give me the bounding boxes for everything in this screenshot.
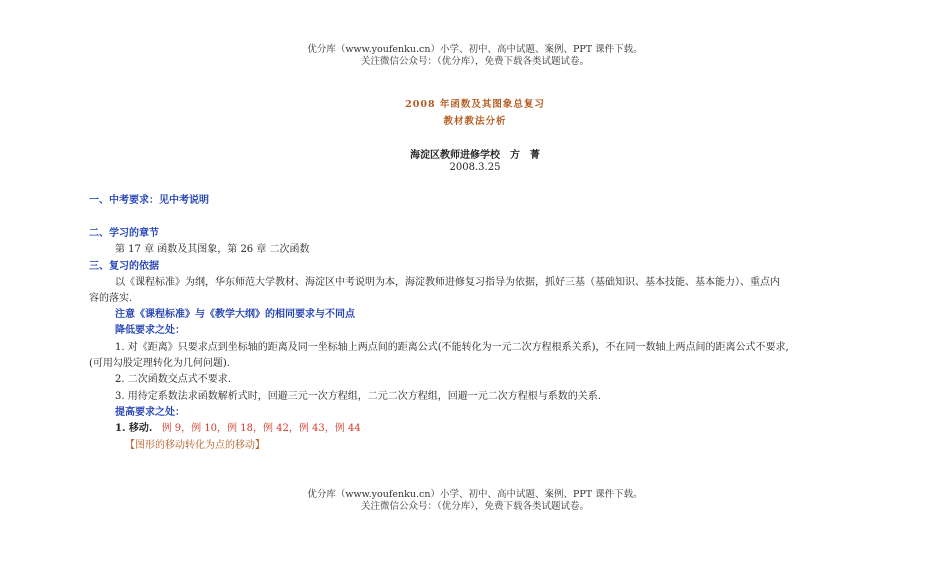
footer-line-1: 优分库（www.youfenku.cn）小学、初中、高中试题、案例、PPT 课件下载。 [307, 489, 643, 500]
lower-item-2: 2. 二次函数交点式不要求. [115, 374, 231, 385]
page-footer [0, 489, 950, 513]
header-line-2: 关注微信公众号：（优分库），免费下载各类试题试卷。 [360, 56, 589, 67]
author-line: 海淀区教师进修学校 方 菁 [410, 150, 540, 161]
section-3-heading: 三、复习的依据 [89, 261, 159, 272]
document-title: 2008 年函数及其图象总复习 [405, 99, 545, 110]
raise-requirements-heading: 提高要求之处： [115, 407, 185, 418]
footer-line-2: 关注微信公众号：（优分库），免费下载各类试题试卷。 [360, 501, 589, 512]
page-header [0, 44, 950, 68]
raise-item-1-examples: 例 9，例 10，例 18，例 42，例 43，例 44 [161, 423, 361, 434]
raise-item-1 [115, 422, 361, 436]
section-3-body-line-1: 以《课程标准》为纲，华东师范大学教材、海淀区中考说明为本，海淀教师进修复习指导为依据，抓好三基（基础知识、基本技能、基本能力）、重点内 [115, 277, 780, 288]
lower-item-1-line-2: (可用勾股定理转化为几何问题). [89, 358, 230, 369]
section-2-heading: 二、学习的章节 [89, 228, 159, 239]
date-line: 2008.3.25 [449, 162, 501, 173]
lower-item-3: 3. 用待定系数法求函数解析式时，回避三元一次方程组，二元二次方程组，回避一元二次方程根与系数的关系. [115, 391, 601, 402]
section-3-body-line-2: 容的落实. [89, 293, 133, 304]
document-subtitle: 教材教法分析 [443, 116, 507, 127]
section-2-body: 第 17 章 函数及其图象，第 26 章 二次函数 [115, 244, 310, 255]
header-line-1: 优分库（www.youfenku.cn）小学、初中、高中试题、案例、PPT 课件下载。 [307, 44, 643, 55]
notes-heading: 注意《课程标准》与《教学大纲》的相同要求与不同点 [115, 309, 355, 320]
raise-item-1-label: 1. 移动. [115, 423, 153, 434]
lower-item-1-line-1: 1. 对《距离》只要求点到坐标轴的距离及同一坐标轴上两点间的距离公式(不能转化为一元二次方程根系关系)，不在同一数轴上两点间的距离公式不要求, [115, 342, 789, 353]
section-1-heading: 一、中考要求：见中考说明 [89, 195, 209, 206]
lower-requirements-heading: 降低要求之处： [115, 325, 185, 336]
raise-item-1-note: 【图形的移动转化为点的移动】 [125, 440, 265, 451]
